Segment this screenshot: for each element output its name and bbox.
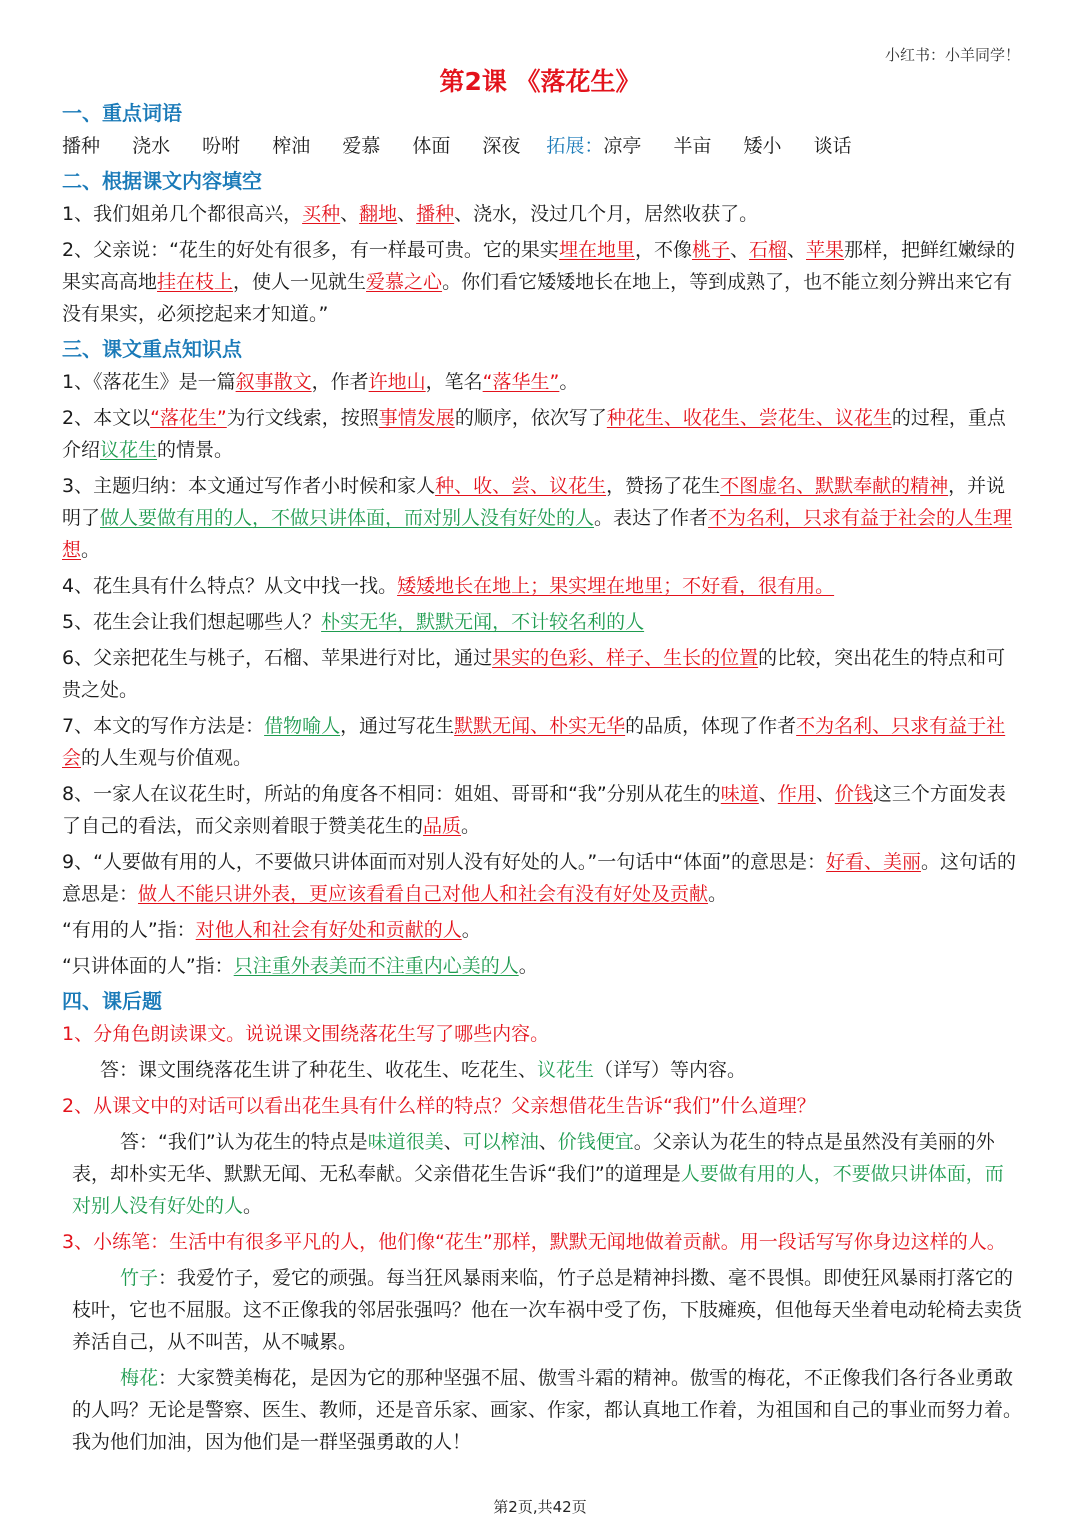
word: 浇水 (132, 135, 171, 157)
knowledge-item-9: 9、“人要做有用的人，不要做只讲体面而对别人没有好处的人。”一句话中“体面”的意思是：好看、美丽。这句话的意思是：做人不能只讲外表，更应该看看自己对他人和社会有没有好处及贡献。 (62, 851, 1016, 905)
page-footer: 第2页,共42页 (493, 1498, 587, 1516)
section1-heading: 一、重点词语 (62, 101, 182, 125)
question-3: 3、小练笔：生活中有很多平凡的人，他们像“花生”那样，默默无闻地做着贡献。用一段话写写你身边这样的人。 (62, 1231, 1006, 1253)
key-words (62, 130, 1022, 162)
answer-3-bamboo: 竹子：我爱竹子，爱它的顽强。每当狂风暴雨来临，竹子总是精神抖擞、毫不畏惧。即使狂风暴雨打落它的枝叶，它也不屈服。这不正像我的邻居张强吗？他在一次车祸中受了伤，下肢瘫痪，但他每天坐着电动轮椅去卖货养活自己，从不叫苦，从不喊累。 (72, 1267, 1023, 1353)
section2-heading: 二、根据课文内容填空 (62, 169, 262, 193)
section3-heading: 三、课文重点知识点 (62, 337, 242, 361)
knowledge-item-5: 5、花生会让我们想起哪些人？朴实无华，默默无闻，不计较名利的人 (62, 611, 645, 633)
word: 吩咐 (202, 135, 241, 157)
knowledge-item-8: 8、一家人在议花生时，所站的角度各不相同：姐姐、哥哥和“我”分别从花生的味道、作用、价钱这三个方面发表了自己的看法，而父亲则着眼于赞美花生的品质。 (62, 783, 1006, 837)
word: 榨油 (272, 135, 311, 157)
knowledge-item-3: 3、主题归纳：本文通过写作者小时候和家人种、收、尝、议花生，赞扬了花生不图虚名、默默奉献的精神，并说明了做人要做有用的人，不做只讲体面，而对别人没有好处的人。表达了作者不为名利，只求有益于社会的人生理想。 (62, 475, 1013, 561)
question-1: 1、分角色朗读课文。说说课文围绕落花生写了哪些内容。 (62, 1023, 550, 1045)
page-title: 第2课 《落花生》 (439, 67, 641, 96)
content (62, 96, 1022, 1462)
word: 体面 (412, 135, 451, 157)
knowledge-item-1: 1、《落花生》是一篇叙事散文，作者许地山，笔名“落华生”。 (62, 371, 579, 393)
question-2: 2、从课文中的对话可以看出花生具有什么样的特点？父亲想借花生告诉“我们”什么道理？ (62, 1095, 816, 1117)
knowledge-item-2: 2、本文以“落花生”为行文线索，按照事情发展的顺序，依次写了种花生、收花生、尝花生、议花生的过程，重点介绍议花生的情景。 (62, 407, 1006, 461)
ext-label: 拓展： (546, 135, 604, 157)
knowledge-item-10: “有用的人”指：对他人和社会有好处和贡献的人。 (62, 919, 481, 941)
ext-word: 半亩 (673, 135, 712, 157)
ext-word: 矮小 (743, 135, 782, 157)
ext-word: 谈话 (813, 135, 852, 157)
fill-item-1: 1、我们姐弟几个都很高兴，买种、翻地、播种、浇水，没过几个月，居然收获了。 (62, 203, 759, 225)
answer-2: 答：“我们”认为花生的特点是味道很美、可以榨油、价钱便宜。父亲认为花生的特点是虽然没有美丽的外表，却朴实无华、默默无闻、无私奉献。父亲借花生告诉“我们”的道理是人要做有用的人，不要做只讲体面，而对别人没有好处的人。 (72, 1131, 1004, 1217)
knowledge-item-6: 6、父亲把花生与桃子，石榴、苹果进行对比，通过果实的色彩、样子、生长的位置的比较，突出花生的特点和可贵之处。 (62, 647, 1006, 701)
knowledge-item-4: 4、花生具有什么特点？从文中找一找。矮矮地长在地上；果实埋在地里；不好看，很有用。 (62, 575, 835, 597)
fill-item-2: 2、父亲说：“花生的好处有很多，有一样最可贵。它的果实埋在地里，不像桃子、石榴、苹果那样，把鲜红嫩绿的果实高高地挂在枝上，使人一见就生爱慕之心。你们看它矮矮地长在地上，等到成熟了，也不能立刻分辨出来它有没有果实，必须挖起来才知道。” (62, 239, 1016, 325)
ext-word: 凉亭 (603, 135, 642, 157)
word: 深夜 (482, 135, 521, 157)
answer-3-plum: 梅花：大家赞美梅花，是因为它的那种坚强不屈、傲雪斗霜的精神。傲雪的梅花，不正像我们各行各业勇敢的人吗？无论是警察、医生、教师，还是音乐家、画家、作家，都认真地工作着，为祖国和自己的事业而努力着。我为他们加油，因为他们是一群坚强勇敢的人！ (72, 1367, 1023, 1453)
knowledge-item-11: “只讲体面的人”指：只注重外表美而不注重内心美的人。 (62, 955, 538, 977)
word: 爱慕 (342, 135, 381, 157)
watermark: 小红书：小羊同学！ (884, 46, 1020, 64)
knowledge-item-7: 7、本文的写作方法是：借物喻人，通过写花生默默无闻、朴实无华的品质，体现了作者不为名利、只求有益于社会的人生观与价值观。 (62, 715, 1006, 769)
section4-heading: 四、课后题 (62, 989, 162, 1013)
word: 播种 (62, 135, 101, 157)
answer-1: 答：课文围绕落花生讲了种花生、收花生、吃花生、议花生（详写）等内容。 (100, 1059, 747, 1081)
